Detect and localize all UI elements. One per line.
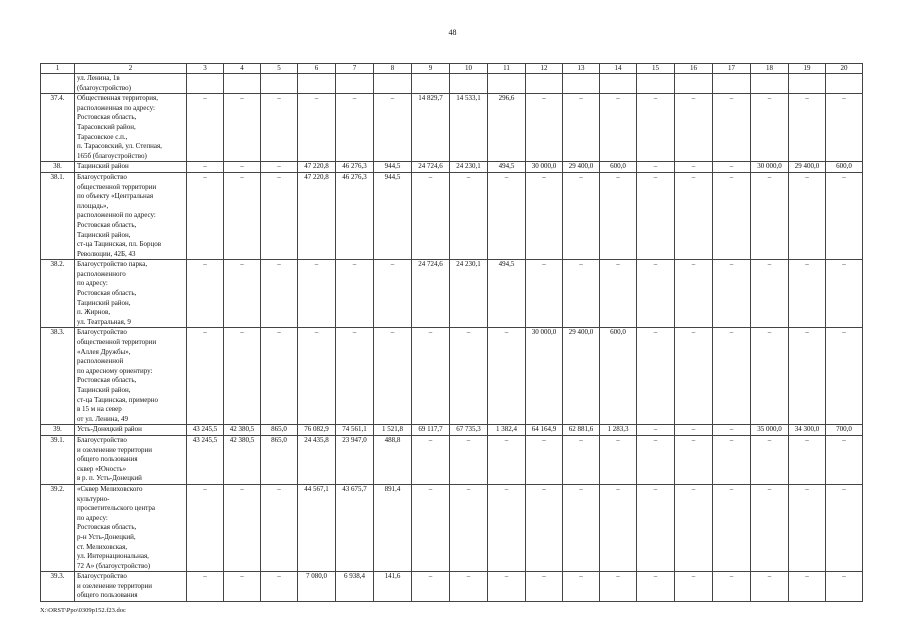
- amount-cell: –: [751, 484, 789, 571]
- amount-cell: –: [187, 572, 224, 602]
- amount-cell: –: [450, 172, 488, 259]
- amount-cell: [261, 74, 298, 94]
- column-number: 2: [75, 64, 187, 74]
- amount-cell: –: [336, 328, 374, 425]
- column-number: 4: [224, 64, 261, 74]
- amount-cell: –: [450, 572, 488, 602]
- amount-cell: –: [789, 172, 826, 259]
- amount-cell: –: [298, 328, 336, 425]
- amount-cell: –: [789, 572, 826, 602]
- column-number: 16: [675, 64, 713, 74]
- amount-cell: –: [675, 260, 713, 328]
- amount-cell: 43 245,5: [187, 435, 224, 484]
- amount-cell: –: [789, 328, 826, 425]
- amount-cell: –: [261, 172, 298, 259]
- amount-cell: –: [751, 328, 789, 425]
- amount-cell: –: [526, 435, 563, 484]
- amount-cell: 24 724,6: [412, 162, 450, 173]
- amount-cell: 67 735,3: [450, 425, 488, 436]
- row-number: 39.3.: [41, 572, 75, 602]
- object-name: Благоустройство и озеленение территории общего пользования: [75, 572, 187, 602]
- amount-cell: 14 829,7: [412, 94, 450, 162]
- amount-cell: 30 000,0: [751, 162, 789, 173]
- amount-cell: –: [563, 484, 600, 571]
- object-name: Общественная территория, расположенная по адресу: Ростовская область, Тарасовский район, Тарасовское с.п., п. Тарасовский, ул. Степная, 165б (благоустройство): [75, 94, 187, 162]
- amount-cell: 46 276,3: [336, 162, 374, 173]
- amount-cell: –: [675, 484, 713, 571]
- amount-cell: –: [789, 260, 826, 328]
- object-name: Тацинский район: [75, 162, 187, 173]
- amount-cell: –: [261, 572, 298, 602]
- row-number: 38.3.: [41, 328, 75, 425]
- amount-cell: [374, 74, 412, 94]
- district-total-row: [41, 162, 863, 173]
- table-row: [41, 94, 863, 162]
- row-number: 39.2.: [41, 484, 75, 571]
- amount-cell: –: [600, 94, 637, 162]
- amount-cell: 29 400,0: [563, 328, 600, 425]
- amount-cell: [789, 74, 826, 94]
- column-number: 11: [488, 64, 526, 74]
- amount-cell: 24 230,1: [450, 162, 488, 173]
- object-name: Благоустройство парка, расположенного по адресу: Ростовская область, Тацинский район, п. Жирнов, ул. Театральная, 9: [75, 260, 187, 328]
- amount-cell: –: [826, 172, 863, 259]
- amount-cell: 24 435,8: [298, 435, 336, 484]
- amount-cell: –: [713, 435, 751, 484]
- amount-cell: [526, 74, 563, 94]
- object-name: Благоустройство общественной территории «Аллея Дружбы», расположенной по адресному ориентиру: Ростовская область, Тацинский район, ст-ца Тацинская, примерно в 15 м на север от ул. Ленина, 49: [75, 328, 187, 425]
- amount-cell: 494,5: [488, 162, 526, 173]
- amount-cell: –: [412, 484, 450, 571]
- column-number: 19: [789, 64, 826, 74]
- amount-cell: 42 380,5: [224, 425, 261, 436]
- amount-cell: 14 533,1: [450, 94, 488, 162]
- amount-cell: 46 276,3: [336, 172, 374, 259]
- amount-cell: –: [675, 435, 713, 484]
- amount-cell: [336, 74, 374, 94]
- amount-cell: 700,0: [826, 425, 863, 436]
- column-number: 1: [41, 64, 75, 74]
- table-row: [41, 435, 863, 484]
- amount-cell: –: [637, 484, 675, 571]
- amount-cell: –: [713, 572, 751, 602]
- column-number-row: [41, 64, 863, 74]
- amount-cell: 6 938,4: [336, 572, 374, 602]
- amount-cell: [637, 74, 675, 94]
- amount-cell: 62 881,6: [563, 425, 600, 436]
- amount-cell: –: [224, 162, 261, 173]
- amount-cell: –: [224, 484, 261, 571]
- amount-cell: –: [563, 94, 600, 162]
- amount-cell: 30 000,0: [526, 162, 563, 173]
- amount-cell: –: [224, 328, 261, 425]
- amount-cell: –: [261, 162, 298, 173]
- amount-cell: –: [789, 435, 826, 484]
- amount-cell: –: [637, 260, 675, 328]
- amount-cell: 24 230,1: [450, 260, 488, 328]
- row-number: 38.1.: [41, 172, 75, 259]
- amount-cell: 34 300,0: [789, 425, 826, 436]
- amount-cell: –: [713, 484, 751, 571]
- table-row: [41, 260, 863, 328]
- amount-cell: –: [261, 260, 298, 328]
- amount-cell: –: [450, 435, 488, 484]
- amount-cell: –: [224, 172, 261, 259]
- amount-cell: –: [713, 94, 751, 162]
- row-number: 39.: [41, 425, 75, 436]
- amount-cell: [224, 74, 261, 94]
- amount-cell: 47 220,8: [298, 172, 336, 259]
- amount-cell: –: [412, 328, 450, 425]
- amount-cell: –: [261, 94, 298, 162]
- amount-cell: 44 567,1: [298, 484, 336, 571]
- table-row: [41, 172, 863, 259]
- amount-cell: –: [488, 172, 526, 259]
- amount-cell: –: [374, 260, 412, 328]
- amount-cell: –: [713, 162, 751, 173]
- amount-cell: 43 245,5: [187, 425, 224, 436]
- amount-cell: –: [675, 425, 713, 436]
- amount-cell: –: [412, 435, 450, 484]
- amount-cell: 600,0: [600, 328, 637, 425]
- amount-cell: 7 080,0: [298, 572, 336, 602]
- row-number: 39.1.: [41, 435, 75, 484]
- object-name: «Сквер Мелиховского культурно- просветительского центра по адресу: Ростовская область, р-н Усть-Донецкий, ст. Мелиховская, ул. Интернациональная, 72 А» (благоустройство): [75, 484, 187, 571]
- amount-cell: –: [450, 484, 488, 571]
- amount-cell: –: [637, 425, 675, 436]
- amount-cell: 1 521,8: [374, 425, 412, 436]
- amount-cell: –: [187, 260, 224, 328]
- amount-cell: [563, 74, 600, 94]
- amount-cell: –: [526, 260, 563, 328]
- amount-cell: –: [826, 435, 863, 484]
- amount-cell: –: [600, 435, 637, 484]
- column-number: 15: [637, 64, 675, 74]
- amount-cell: –: [488, 435, 526, 484]
- budget-table: [40, 63, 863, 602]
- amount-cell: –: [187, 328, 224, 425]
- column-number: 12: [526, 64, 563, 74]
- amount-cell: 600,0: [600, 162, 637, 173]
- amount-cell: –: [675, 172, 713, 259]
- column-number: 9: [412, 64, 450, 74]
- row-number: 37.4.: [41, 94, 75, 162]
- amount-cell: 29 400,0: [789, 162, 826, 173]
- amount-cell: 944,5: [374, 172, 412, 259]
- amount-cell: 141,6: [374, 572, 412, 602]
- amount-cell: –: [826, 260, 863, 328]
- amount-cell: –: [637, 172, 675, 259]
- amount-cell: 69 117,7: [412, 425, 450, 436]
- object-name: Благоустройство и озеленение территории общего пользования сквер «Юность» в р. п. Усть-Донецкий: [75, 435, 187, 484]
- amount-cell: –: [751, 172, 789, 259]
- amount-cell: [450, 74, 488, 94]
- amount-cell: 891,4: [374, 484, 412, 571]
- amount-cell: –: [826, 328, 863, 425]
- column-number: 13: [563, 64, 600, 74]
- amount-cell: –: [713, 328, 751, 425]
- amount-cell: –: [713, 172, 751, 259]
- amount-cell: [713, 74, 751, 94]
- amount-cell: –: [224, 260, 261, 328]
- amount-cell: –: [751, 260, 789, 328]
- amount-cell: 30 000,0: [526, 328, 563, 425]
- amount-cell: –: [526, 484, 563, 571]
- amount-cell: –: [600, 484, 637, 571]
- amount-cell: 42 380,5: [224, 435, 261, 484]
- amount-cell: 43 675,7: [336, 484, 374, 571]
- amount-cell: 47 220,8: [298, 162, 336, 173]
- amount-cell: –: [563, 435, 600, 484]
- amount-cell: 1 382,4: [488, 425, 526, 436]
- column-number: 3: [187, 64, 224, 74]
- amount-cell: 64 164,9: [526, 425, 563, 436]
- amount-cell: –: [713, 425, 751, 436]
- amount-cell: –: [526, 572, 563, 602]
- amount-cell: –: [751, 435, 789, 484]
- amount-cell: 600,0: [826, 162, 863, 173]
- row-number: 38.2.: [41, 260, 75, 328]
- amount-cell: –: [187, 162, 224, 173]
- amount-cell: –: [187, 172, 224, 259]
- amount-cell: [187, 74, 224, 94]
- amount-cell: –: [526, 172, 563, 259]
- amount-cell: –: [600, 172, 637, 259]
- column-number: 17: [713, 64, 751, 74]
- amount-cell: –: [488, 484, 526, 571]
- amount-cell: [826, 74, 863, 94]
- amount-cell: [675, 74, 713, 94]
- amount-cell: –: [563, 260, 600, 328]
- amount-cell: –: [600, 260, 637, 328]
- amount-cell: –: [637, 94, 675, 162]
- amount-cell: –: [298, 94, 336, 162]
- amount-cell: 296,6: [488, 94, 526, 162]
- amount-cell: 865,0: [261, 425, 298, 436]
- amount-cell: 488,8: [374, 435, 412, 484]
- amount-cell: –: [637, 435, 675, 484]
- column-number: 14: [600, 64, 637, 74]
- amount-cell: 944,5: [374, 162, 412, 173]
- amount-cell: –: [675, 328, 713, 425]
- amount-cell: –: [261, 484, 298, 571]
- amount-cell: –: [675, 162, 713, 173]
- amount-cell: –: [637, 328, 675, 425]
- amount-cell: 76 082,9: [298, 425, 336, 436]
- amount-cell: –: [526, 94, 563, 162]
- table-row: [41, 328, 863, 425]
- amount-cell: [600, 74, 637, 94]
- amount-cell: 23 947,0: [336, 435, 374, 484]
- object-name: Благоустройство общественной территории по объекту «Центральная площадь», расположенной по адресу: Ростовская область, Тацинский район, ст-ца Тацинская, пл. Борцов Революции, 42Б, 43: [75, 172, 187, 259]
- amount-cell: –: [675, 94, 713, 162]
- amount-cell: [298, 74, 336, 94]
- amount-cell: –: [224, 572, 261, 602]
- object-name: ул. Ленина, 1в (благоустройство): [75, 74, 187, 94]
- amount-cell: –: [713, 260, 751, 328]
- column-number: 6: [298, 64, 336, 74]
- amount-cell: –: [412, 572, 450, 602]
- amount-cell: 494,5: [488, 260, 526, 328]
- amount-cell: –: [826, 94, 863, 162]
- amount-cell: –: [637, 572, 675, 602]
- amount-cell: –: [789, 484, 826, 571]
- amount-cell: –: [187, 94, 224, 162]
- amount-cell: –: [336, 94, 374, 162]
- amount-cell: 29 400,0: [563, 162, 600, 173]
- file-path-footer: Х:\ORST\Ppo\0309p152.f23.doc: [40, 607, 126, 614]
- column-number: 10: [450, 64, 488, 74]
- amount-cell: –: [675, 572, 713, 602]
- amount-cell: –: [450, 328, 488, 425]
- column-number: 20: [826, 64, 863, 74]
- amount-cell: [412, 74, 450, 94]
- amount-cell: –: [600, 572, 637, 602]
- amount-cell: –: [826, 484, 863, 571]
- amount-cell: –: [374, 94, 412, 162]
- object-name: Усть-Донецкий район: [75, 425, 187, 436]
- amount-cell: –: [412, 172, 450, 259]
- column-number: 7: [336, 64, 374, 74]
- row-number: 38.: [41, 162, 75, 173]
- column-number: 5: [261, 64, 298, 74]
- district-total-row: [41, 425, 863, 436]
- amount-cell: –: [336, 260, 374, 328]
- amount-cell: –: [563, 172, 600, 259]
- amount-cell: 865,0: [261, 435, 298, 484]
- table-row: [41, 572, 863, 602]
- amount-cell: –: [261, 328, 298, 425]
- amount-cell: [751, 74, 789, 94]
- amount-cell: –: [789, 94, 826, 162]
- amount-cell: –: [751, 94, 789, 162]
- table-row: [41, 74, 863, 94]
- amount-cell: 74 561,1: [336, 425, 374, 436]
- column-number: 18: [751, 64, 789, 74]
- amount-cell: –: [637, 162, 675, 173]
- amount-cell: 24 724,6: [412, 260, 450, 328]
- column-number: 8: [374, 64, 412, 74]
- row-number: [41, 74, 75, 94]
- amount-cell: 1 283,3: [600, 425, 637, 436]
- amount-cell: –: [563, 572, 600, 602]
- amount-cell: –: [374, 328, 412, 425]
- table-row: [41, 484, 863, 571]
- amount-cell: –: [826, 572, 863, 602]
- amount-cell: –: [488, 328, 526, 425]
- amount-cell: –: [488, 572, 526, 602]
- amount-cell: –: [187, 484, 224, 571]
- amount-cell: –: [298, 260, 336, 328]
- amount-cell: –: [224, 94, 261, 162]
- page-number: 48: [448, 28, 457, 37]
- amount-cell: –: [751, 572, 789, 602]
- amount-cell: [488, 74, 526, 94]
- amount-cell: 35 000,0: [751, 425, 789, 436]
